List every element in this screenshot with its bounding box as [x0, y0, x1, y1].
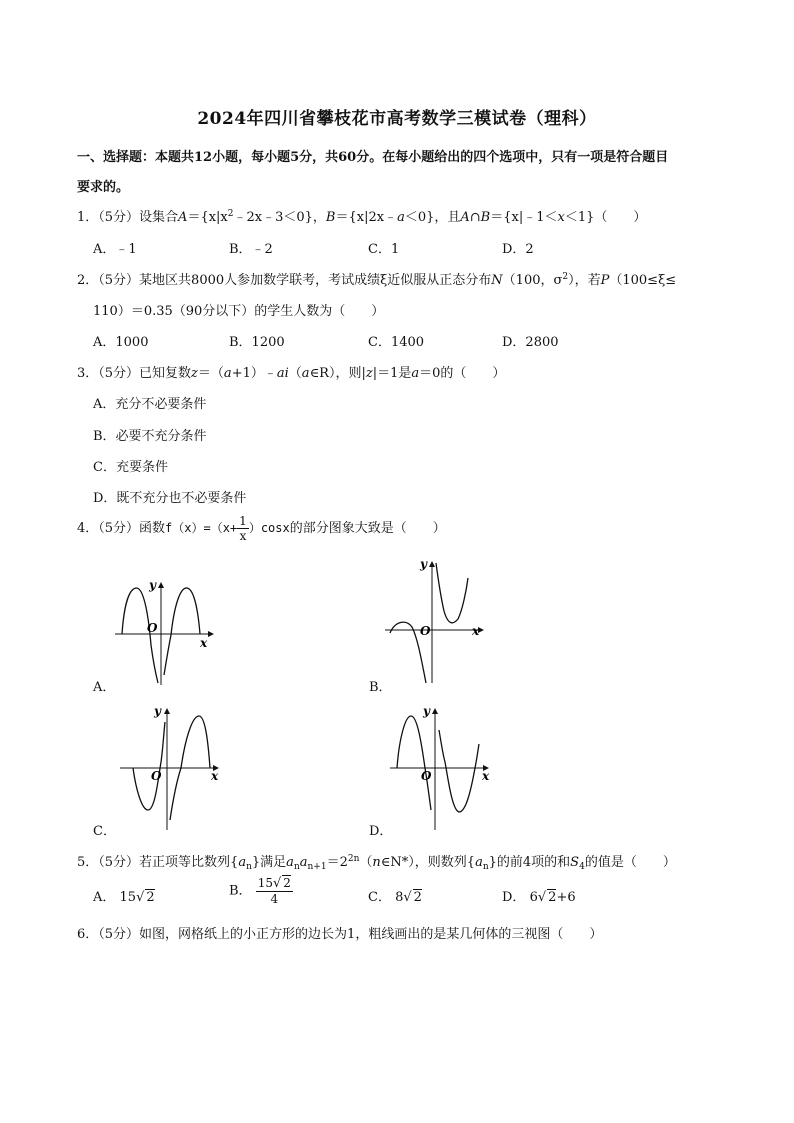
y-axis-arrow: [429, 561, 435, 567]
q5-option-b-label: B．: [229, 883, 252, 899]
q1-intersection: A∩B: [460, 210, 491, 225]
q5-option-b-radicand: 2: [283, 876, 291, 890]
q3-text: ＝（: [197, 366, 224, 381]
y-axis-label: y: [420, 557, 427, 571]
graph-b-label[interactable]: B．: [369, 680, 392, 695]
graph-c-label[interactable]: C．: [93, 824, 116, 839]
q5-var-s: S: [570, 855, 580, 870]
q4-formula-right: ）cosx: [248, 521, 290, 535]
q2-option-d[interactable]: D．2800: [502, 335, 559, 350]
q5-text: （: [359, 855, 373, 870]
x-axis-label: x: [200, 636, 208, 650]
x-axis-label: x: [211, 769, 219, 783]
q2-text: （100，σ: [502, 273, 563, 288]
q3-option-a[interactable]: A．充分不必要条件: [93, 397, 207, 412]
q1-option-c[interactable]: C．1: [368, 242, 400, 257]
sqrt-icon: √: [537, 890, 547, 905]
q1-option-d[interactable]: D．2: [502, 242, 534, 257]
graph-a[interactable]: [110, 575, 220, 690]
q5-exponent: 2n: [347, 854, 360, 864]
q3-text: 3．（5分）已知复数: [77, 366, 192, 381]
origin-label: O: [151, 769, 162, 783]
q1-text: ＜0}，且: [404, 210, 461, 225]
q2-exponent: 2: [562, 272, 569, 282]
question-2-line1: [77, 269, 676, 288]
q5-option-d-label: D．: [502, 890, 526, 905]
sqrt-icon: √: [136, 890, 145, 905]
q1-text: ＝{x|x: [187, 210, 228, 225]
q5-var-a: a: [286, 855, 294, 870]
q5-text: ＝2: [326, 855, 348, 870]
q4-text: 的部分图象大致是（ ）: [289, 521, 446, 536]
section-header-line2: 要求的。: [77, 180, 130, 195]
q5-var-a: a: [475, 855, 483, 870]
q5-var-n: n: [372, 855, 381, 870]
q3-option-b[interactable]: B．必要不充分条件: [93, 429, 207, 444]
q2-text: （100≤ξ≤: [609, 273, 677, 288]
q5-text: ∈N*），则数列{: [380, 855, 476, 870]
y-axis-label: y: [154, 704, 161, 718]
q5-option-d[interactable]: [502, 886, 576, 905]
q5-option-a[interactable]: [93, 886, 155, 905]
graph-d[interactable]: [385, 700, 495, 835]
graph-a-label[interactable]: A．: [93, 680, 116, 695]
q5-option-c-coef: 8: [395, 890, 404, 905]
q5-option-b-numerator: [256, 876, 293, 892]
q3-text: |＝1是: [372, 366, 412, 381]
q5-subscript: n: [293, 862, 300, 872]
y-axis-arrow: [158, 582, 164, 588]
q3-var-a: a: [301, 366, 310, 381]
origin-label: O: [420, 624, 431, 638]
question-6: 6．（5分）如图，网格纸上的小正方形的边长为1，粗线画出的是某几何体的三视图（ ）: [77, 927, 603, 942]
q5-option-b-denominator: 4: [270, 892, 279, 906]
sqrt-icon: √: [403, 890, 412, 905]
page-title: 2024年四川省攀枝花市高考数学三模试卷（理科）: [197, 109, 597, 129]
q5-option-d-coef: 6: [529, 890, 538, 905]
q5-option-a-coef: 15: [119, 890, 137, 905]
y-axis-label: y: [149, 578, 156, 592]
q1-text: ＝{x|2x﹣: [335, 210, 398, 225]
q5-option-c-label: C．: [368, 890, 391, 905]
q3-option-c[interactable]: C．充要条件: [93, 460, 168, 475]
q4-formula-left: f（x）=（x+: [165, 521, 238, 535]
q1-option-b[interactable]: B．﹣2: [229, 242, 273, 257]
y-axis-label: y: [423, 704, 430, 718]
q5-option-a-radicand: 2: [146, 890, 155, 905]
origin-label: O: [147, 621, 158, 635]
q5-subscript: n+1: [307, 862, 327, 872]
y-axis-arrow: [432, 708, 438, 714]
q3-text: （: [288, 366, 302, 381]
q1-var-b: B: [325, 210, 336, 225]
q3-var-a: a: [223, 366, 232, 381]
q5-var-a: a: [238, 855, 247, 870]
question-3: [77, 362, 505, 381]
y-axis-arrow: [164, 708, 170, 714]
q2-option-c[interactable]: C．1400: [368, 335, 425, 350]
x-axis-label: x: [482, 769, 490, 783]
q1-option-a[interactable]: A．﹣1: [93, 242, 137, 257]
q4-text: 4．（5分）函数: [77, 521, 166, 536]
q1-exponent: 2: [227, 209, 234, 219]
section-header-line1: 一、选择题：本题共12小题，每小题5分，共60分。在每小题给出的四个选项中，只有一项是符合题目: [77, 150, 669, 165]
q1-text: ＜1}（ ）: [564, 210, 647, 225]
question-4: [77, 514, 446, 543]
q4-fraction-numerator: 1: [239, 514, 247, 528]
q5-option-b-coef: 15: [257, 876, 273, 890]
q5-text: }的前4项的和: [488, 855, 571, 870]
graph-c[interactable]: [115, 700, 225, 835]
question-1: [77, 206, 646, 225]
q3-text: ＝0的（ ）: [419, 366, 506, 381]
q2-text: ），若: [568, 273, 601, 288]
x-axis-label: x: [472, 624, 480, 638]
q5-text: 的值是（ ）: [584, 855, 676, 870]
curve: [397, 716, 479, 812]
q5-subscript: n: [482, 862, 489, 872]
q2-option-a[interactable]: A．1000: [93, 335, 149, 350]
curve: [390, 563, 468, 683]
origin-label: O: [421, 769, 432, 783]
graph-d-label[interactable]: D．: [369, 824, 393, 839]
q2-option-b[interactable]: B．1200: [229, 335, 285, 350]
q3-text: +1）﹣: [231, 366, 277, 381]
q3-var-ai: ai: [276, 366, 289, 381]
q5-text: 5．（5分）若正项等比数列{: [77, 855, 239, 870]
q5-option-d-tail: +6: [556, 890, 576, 905]
q5-option-b-fraction: [256, 876, 293, 906]
x-axis-arrow: [208, 631, 214, 637]
q4-fraction-denominator: x: [239, 529, 247, 543]
graph-b[interactable]: [380, 553, 490, 688]
q1-text: ﹣2x﹣3＜0}，: [233, 210, 326, 225]
q2-text: 2．（5分）某地区共8000人参加数学联考，考试成绩ξ近似服从正态分布: [77, 273, 492, 288]
q3-option-d[interactable]: D．既不充分也不必要条件: [93, 491, 247, 506]
q1-var-x: x: [557, 210, 565, 225]
q3-text: ∈R），则|: [309, 366, 366, 381]
q5-var-a: a: [299, 855, 308, 870]
q3-var-z: z: [365, 366, 373, 381]
q1-text: ＝{x|﹣1＜: [490, 210, 558, 225]
question-2-line2: 110）＝0.35（90分以下）的学生人数为（ ）: [93, 304, 385, 319]
q3-var-a: a: [411, 366, 420, 381]
q5-option-a-label: A．: [93, 890, 116, 905]
question-5: [77, 851, 676, 872]
q5-option-b[interactable]: [229, 876, 293, 906]
q5-option-d-radicand: 2: [548, 890, 557, 905]
q1-prefix: 1．（5分）设集合: [77, 210, 179, 225]
sqrt-icon: √: [272, 876, 282, 891]
q5-subscript: 4: [579, 862, 585, 872]
q1-var-a: A: [178, 210, 188, 225]
q2-var-p: P: [600, 273, 610, 288]
q1-var-a-lower: a: [397, 210, 405, 225]
q4-fraction: [237, 514, 249, 543]
q5-option-c-radicand: 2: [413, 890, 422, 905]
q5-option-c[interactable]: [368, 886, 422, 905]
q2-var-n: N: [491, 273, 503, 288]
q5-text: }满足: [251, 855, 287, 870]
q5-subscript: n: [246, 862, 252, 872]
q3-var-z: z: [191, 366, 198, 381]
